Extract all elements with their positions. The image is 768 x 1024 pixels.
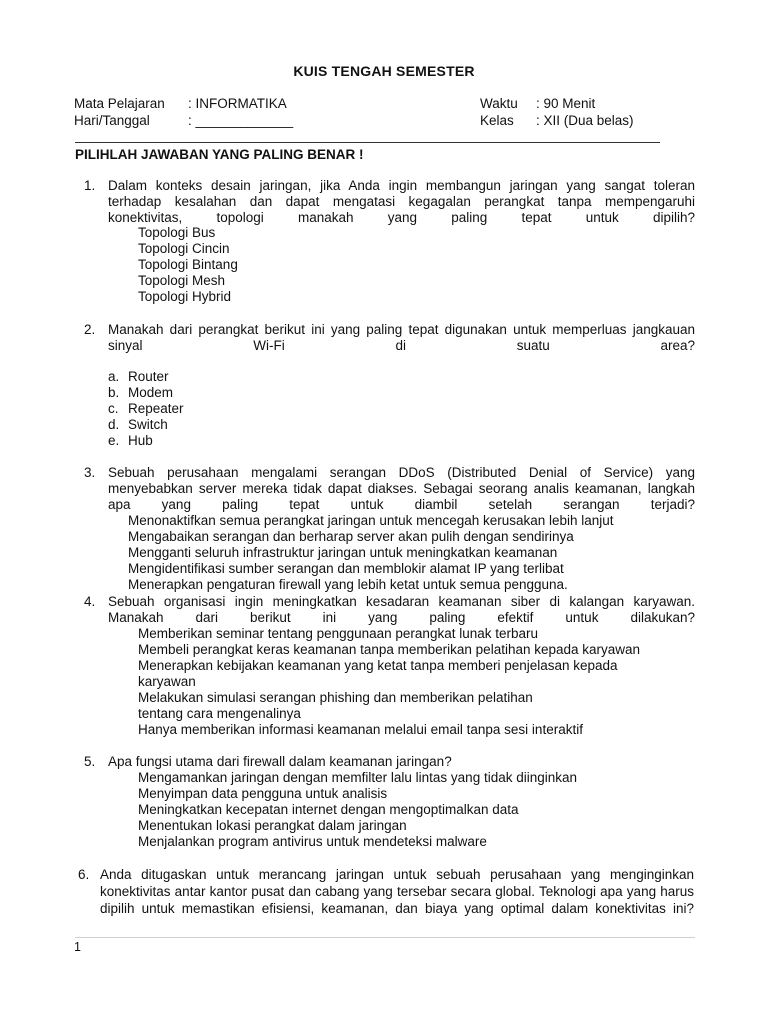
option-label: a.: [108, 369, 120, 384]
option-text: Switch: [128, 417, 168, 432]
header-left: [74, 96, 374, 132]
option-text: Router: [128, 369, 169, 384]
subject-value: : INFORMATIKA: [188, 96, 287, 111]
option-label: e.: [108, 433, 120, 448]
question-number: 2.: [84, 322, 96, 337]
option[interactable]: Topologi Bus: [138, 225, 216, 240]
question-3-options: [128, 513, 688, 593]
question-1: [84, 178, 704, 228]
question-text: Sebuah organisasi ingin meningkatkan kesadaran keamanan siber di kalangan karyawan. Manakah dari berikut ini yang paling efektif untuk dilakukan?: [108, 594, 695, 625]
option[interactable]: Meningkatkan kecepatan internet dengan mengoptimalkan data: [138, 802, 519, 817]
option-label: c.: [108, 401, 119, 416]
option-label: b.: [108, 385, 120, 400]
instruction-text: PILIHLAH JAWABAN YANG PALING BENAR !: [75, 147, 364, 162]
question-number: 6.: [78, 867, 90, 882]
option-text: Repeater: [128, 401, 184, 416]
question-number: 1.: [84, 178, 96, 193]
time-label: Waktu: [480, 96, 518, 111]
question-text: Apa fungsi utama dari firewall dalam keamanan jaringan?: [108, 754, 452, 769]
option[interactable]: Mengamankan jaringan dengan memfilter lalu lintas yang tidak diinginkan: [138, 770, 578, 785]
option[interactable]: Menyimpan data pengguna untuk analisis: [138, 786, 388, 801]
option-b[interactable]: [108, 385, 408, 401]
question-2-options: [108, 369, 408, 449]
option[interactable]: Mengganti seluruh infrastruktur jaringan untuk meningkatkan keamanan: [128, 545, 558, 560]
option-text: Hub: [128, 433, 153, 448]
option[interactable]: Mengabaikan serangan dan berharap server akan pulih dengan sendirinya: [128, 529, 574, 544]
option-text: Modem: [128, 385, 174, 400]
question-number: 4.: [84, 594, 96, 609]
option[interactable]: Menentukan lokasi perangkat dalam jaringan: [138, 818, 407, 833]
option-e[interactable]: [108, 433, 408, 449]
option[interactable]: Membeli perangkat keras keamanan tanpa memberikan pelatihan kepada karyawan: [138, 642, 641, 657]
option-d[interactable]: [108, 417, 408, 433]
option[interactable]: Menerapkan pengaturan firewall yang lebih ketat untuk semua pengguna.: [128, 577, 568, 592]
footer-divider: [75, 937, 695, 938]
option[interactable]: Memberikan seminar tentang penggunaan perangkat lunak terbaru: [138, 626, 539, 641]
option[interactable]: Topologi Cincin: [138, 241, 230, 256]
question-4-options: [138, 626, 688, 738]
option-label: d.: [108, 417, 120, 432]
page-number: 1: [74, 940, 81, 954]
question-number: 5.: [84, 754, 96, 769]
option[interactable]: Mengidentifikasi sumber serangan dan memblokir alamat IP yang terlibat: [128, 561, 564, 576]
option[interactable]: Menjalankan program antivirus untuk mendeteksi malware: [138, 834, 487, 849]
option[interactable]: Hanya memberikan informasi keamanan melalui email tanpa sesi interaktif: [138, 722, 583, 737]
header-divider: [75, 142, 660, 143]
option[interactable]: Topologi Mesh: [138, 273, 226, 288]
option-a[interactable]: [108, 369, 408, 385]
class-value: : XII (Dua belas): [536, 113, 634, 128]
subject-label: Mata Pelajaran: [74, 96, 165, 111]
question-1-options: [138, 225, 438, 305]
question-number: 3.: [84, 465, 96, 480]
option[interactable]: Topologi Bintang: [138, 257, 238, 272]
document-title: KUIS TENGAH SEMESTER: [293, 63, 475, 79]
time-value: : 90 Menit: [536, 96, 596, 111]
date-value: : _____________: [188, 113, 294, 128]
question-text: Manakah dari perangkat berikut ini yang paling tepat digunakan untuk memperluas jangkauan sinyal Wi-Fi di suatu area?: [108, 322, 695, 353]
question-text: Anda ditugaskan untuk merancang jaringan untuk sebuah perusahaan yang menginginkan konektivitas antar kantor pusat dan cabang yang tersebar secara global. Teknologi apa yang harus dipilih untuk memastikan efisiensi, keamanan, dan biaya yang optimal dalam konektivitas ini?: [100, 867, 694, 916]
question-4: [84, 594, 704, 628]
option[interactable]: Menerapkan kebijakan keamanan yang ketat tanpa memberi penjelasan kepada karyawan: [138, 658, 618, 689]
option[interactable]: Melakukan simulasi serangan phishing dan memberikan pelatihan tentang cara mengenalinya: [138, 690, 533, 721]
date-label: Hari/Tanggal: [74, 113, 150, 128]
question-text: Dalam konteks desain jaringan, jika Anda ingin membangun jaringan yang sangat toleran terhadap kesalahan dan dapat mengatasi kegagalan perangkat tanpa mempengaruhi konektivitas, topologi manakah yang paling tepat untuk dipilih?: [108, 178, 695, 225]
question-5-options: [138, 770, 688, 850]
class-label: Kelas: [480, 113, 514, 128]
option[interactable]: Menonaktifkan semua perangkat jaringan untuk mencegah kerusakan lebih lanjut: [128, 513, 614, 528]
option-c[interactable]: [108, 401, 408, 417]
question-text: Sebuah perusahaan mengalami serangan DDoS (Distributed Denial of Service) yang menyebabkan server mereka tidak dapat diakses. Sebagai seorang analis keamanan, langkah apa yang paling tepat untuk diambil setelah serangan terjadi?: [108, 465, 695, 512]
header-right: [480, 96, 680, 132]
question-3: [84, 465, 704, 515]
question-2: [84, 322, 704, 356]
option[interactable]: Topologi Hybrid: [138, 289, 232, 304]
question-6: [78, 866, 708, 934]
